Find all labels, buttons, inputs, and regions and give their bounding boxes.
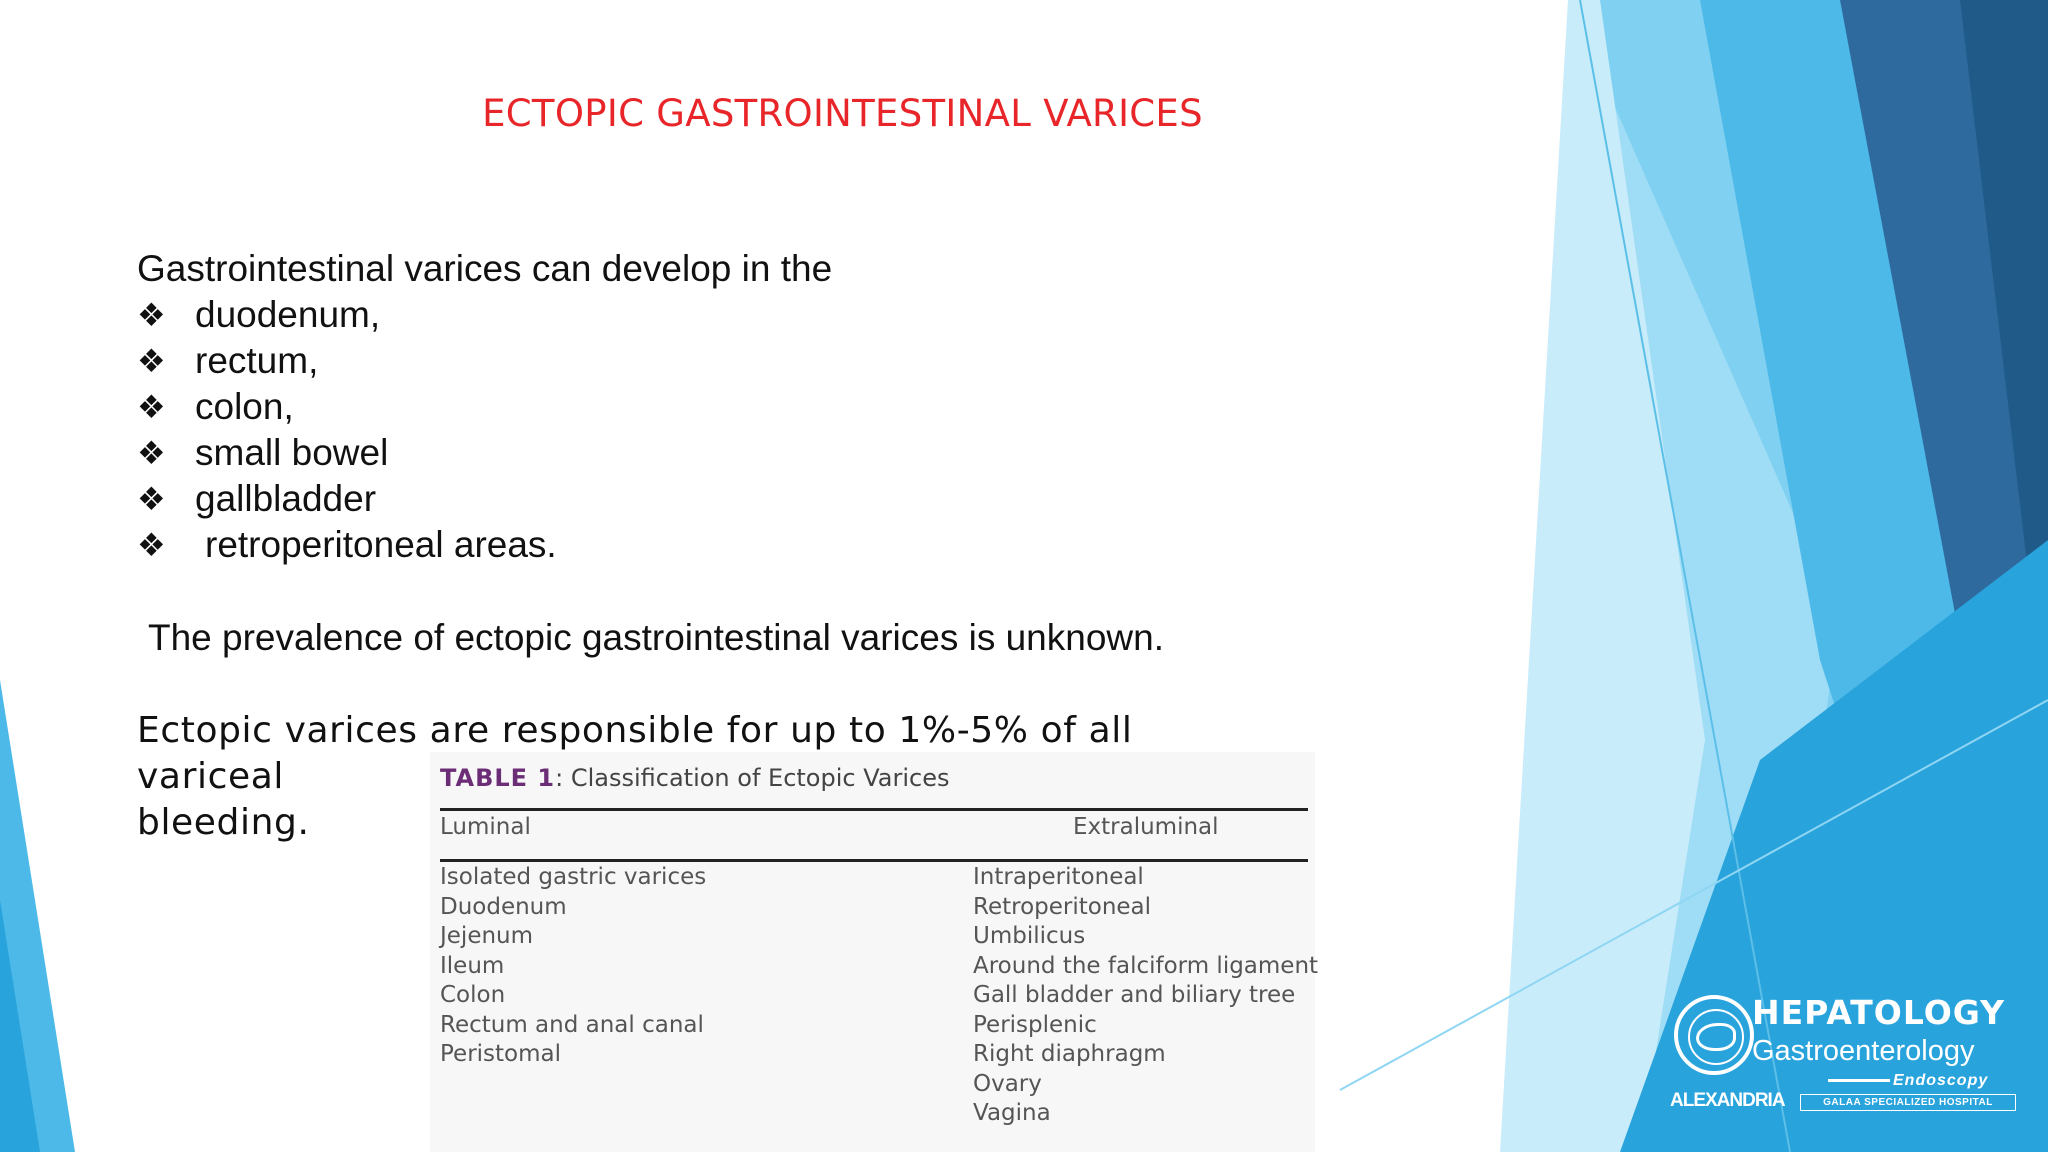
responsible-line: bleeding. — [137, 802, 310, 843]
list-item-text: rectum, — [195, 340, 319, 381]
intro-text: Gastrointestinal varices can develop in the — [137, 248, 833, 289]
table-cell: Isolated gastric varices — [440, 864, 707, 890]
list-item — [137, 338, 557, 384]
table-header-rule — [440, 859, 1308, 862]
list-item — [137, 522, 557, 568]
table-cell: Colon — [440, 982, 506, 1008]
diamond-bullet-icon: ❖ — [137, 435, 166, 471]
list-item-text: small bowel — [195, 432, 389, 473]
table-number: TABLE 1 — [440, 764, 556, 792]
list-item — [137, 292, 557, 338]
diamond-bullet-icon: ❖ — [137, 527, 166, 563]
table-cell: Ileum — [440, 952, 505, 979]
table-cell: Gall bladder and biliary tree — [973, 982, 1296, 1008]
list-item-text: duodenum, — [195, 294, 381, 335]
table-cell: Perisplenic — [973, 1011, 1097, 1038]
table-cell: Ovary — [973, 1070, 1042, 1097]
diamond-bullet-icon: ❖ — [137, 481, 166, 517]
list-item-text: colon, — [195, 386, 294, 427]
table-caption — [440, 764, 949, 792]
logo-hospital-text: GALAA SPECIALIZED HOSPITAL — [1800, 1094, 2016, 1111]
table-cell: Intraperitoneal — [973, 864, 1144, 890]
table-cell: Retroperitoneal — [973, 893, 1152, 920]
liver-emblem-icon — [1674, 995, 1754, 1075]
list-item-text: gallbladder — [195, 478, 377, 519]
list-item-text: retroperitoneal areas. — [205, 524, 557, 565]
classification-table — [430, 752, 1319, 1152]
table-cell: Umbilicus — [973, 923, 1086, 949]
logo-endoscopy-text: Endoscopy — [1893, 1072, 1989, 1089]
table-cell: Vagina — [973, 1100, 1051, 1126]
prevalence-text: The prevalence of ectopic gastrointestinal varices is unknown. — [148, 617, 1164, 658]
column-header-extraluminal: Extraluminal — [1073, 814, 1219, 840]
hepatology-logo — [1668, 993, 2028, 1113]
extraluminal-column — [973, 864, 1318, 1130]
table-top-rule — [440, 808, 1308, 811]
list-item — [137, 384, 557, 430]
table-cell: Peristomal — [440, 1041, 562, 1067]
diamond-bullet-icon: ❖ — [137, 343, 166, 379]
table-cell: Jejenum — [440, 923, 534, 949]
table-caption-text: : Classification of Ectopic Varices — [555, 764, 950, 792]
table-cell: Around the falciform ligament — [973, 952, 1319, 979]
logo-alexandria-text: ALEXANDRIA — [1670, 1090, 1785, 1111]
list-item — [137, 430, 557, 476]
list-item — [137, 476, 557, 522]
table-cell: Duodenum — [440, 893, 567, 920]
column-header-luminal: Luminal — [440, 814, 531, 840]
table-cell: Rectum and anal canal — [440, 1011, 704, 1038]
logo-gastroenterology-text: Gastroenterology — [1752, 1035, 1975, 1067]
organ-bullet-list — [137, 292, 557, 568]
endoscope-icon — [1828, 1079, 1890, 1082]
logo-hepatology-text: HEPATOLOGY — [1752, 993, 2006, 1032]
table-cell: Right diaphragm — [973, 1041, 1166, 1067]
slide-title: ECTOPIC GASTROINTESTINAL VARICES — [482, 92, 1203, 135]
responsible-line: Ectopic varices are responsible for up to 1%-5% of all variceal — [137, 710, 1133, 797]
diamond-bullet-icon: ❖ — [137, 389, 166, 425]
diamond-bullet-icon: ❖ — [137, 297, 166, 333]
luminal-column — [440, 864, 706, 1071]
